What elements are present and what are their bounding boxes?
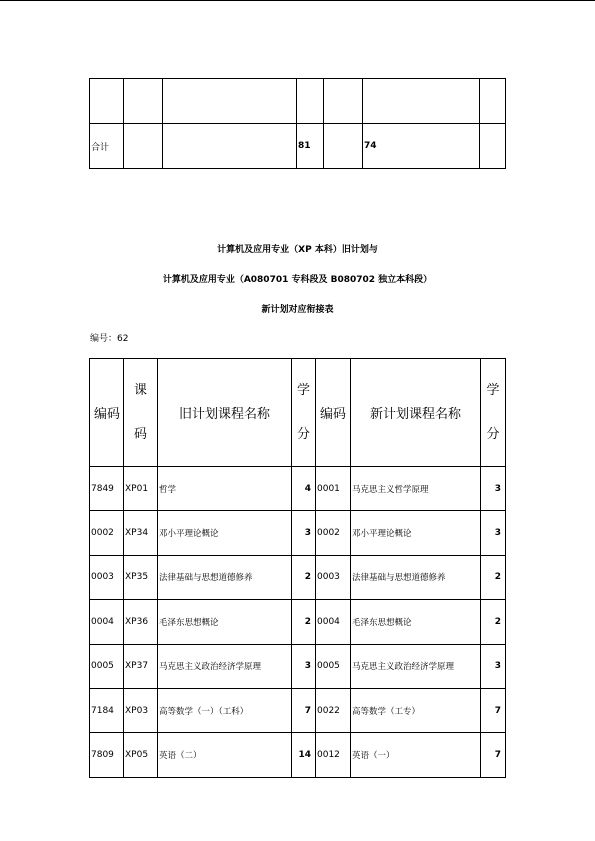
row-new-name: 毛泽东思想概论 bbox=[351, 600, 481, 644]
header-new-name: 新计划课程名称 bbox=[351, 359, 481, 467]
table-row bbox=[90, 467, 506, 511]
row-new-credit: 3 bbox=[481, 467, 506, 511]
row-old-credit: 4 bbox=[292, 467, 316, 511]
row-xp-code: XP05 bbox=[124, 733, 158, 777]
row-code: 0004 bbox=[90, 600, 124, 644]
row-old-name: 毛泽东思想概论 bbox=[158, 600, 292, 644]
header-old-credit: 学 分 bbox=[292, 359, 316, 467]
old-credit-total: 81 bbox=[297, 124, 324, 169]
row-old-credit: 3 bbox=[292, 511, 316, 555]
table-row bbox=[90, 733, 506, 777]
document-title-line-2: 计算机及应用专业（A080701 专科段及 B080702 独立本科段） bbox=[162, 275, 433, 285]
row-new-code: 0022 bbox=[316, 688, 351, 732]
cell bbox=[90, 79, 124, 124]
row-new-code: 0002 bbox=[316, 511, 351, 555]
row-new-credit: 3 bbox=[481, 644, 506, 688]
row-new-credit: 3 bbox=[481, 511, 506, 555]
cell bbox=[324, 79, 363, 124]
row-code: 0005 bbox=[90, 644, 124, 688]
table-row bbox=[90, 600, 506, 644]
cell bbox=[297, 79, 324, 124]
cell bbox=[363, 79, 480, 124]
row-old-name: 英语（二） bbox=[158, 733, 292, 777]
table-row bbox=[90, 644, 506, 688]
header-new-code: 编码 bbox=[316, 359, 351, 467]
total-label: 合计 bbox=[90, 124, 124, 169]
row-xp-code: XP37 bbox=[124, 644, 158, 688]
row-new-credit: 2 bbox=[481, 600, 506, 644]
table-row bbox=[90, 511, 506, 555]
row-xp-code: XP03 bbox=[124, 688, 158, 732]
cell bbox=[480, 124, 506, 169]
row-new-credit: 2 bbox=[481, 555, 506, 599]
row-old-credit: 7 bbox=[292, 688, 316, 732]
row-code: 7184 bbox=[90, 688, 124, 732]
row-xp-code: XP35 bbox=[124, 555, 158, 599]
header-old-name: 旧计划课程名称 bbox=[158, 359, 292, 467]
document-title-line-1: 计算机及应用专业（XP 本科）旧计划与 bbox=[217, 245, 378, 255]
row-old-name: 邓小平理论概论 bbox=[158, 511, 292, 555]
row-new-credit: 7 bbox=[481, 688, 506, 732]
header-new-credit: 学 分 bbox=[481, 359, 506, 467]
table-row bbox=[90, 555, 506, 599]
table-header-row bbox=[90, 359, 506, 467]
row-new-name: 法律基础与思想道德修养 bbox=[351, 555, 481, 599]
cell bbox=[324, 124, 363, 169]
cell bbox=[124, 124, 163, 169]
header-course-code: 课 码 bbox=[124, 359, 158, 467]
header-code: 编码 bbox=[90, 359, 124, 467]
row-new-code: 0005 bbox=[316, 644, 351, 688]
cell bbox=[480, 79, 506, 124]
row-new-code: 0012 bbox=[316, 733, 351, 777]
row-xp-code: XP34 bbox=[124, 511, 158, 555]
row-xp-code: XP01 bbox=[124, 467, 158, 511]
row-old-name: 高等数学（一）（工科） bbox=[158, 688, 292, 732]
table-row bbox=[90, 688, 506, 732]
row-new-name: 马克思主义哲学原理 bbox=[351, 467, 481, 511]
row-old-credit: 3 bbox=[292, 644, 316, 688]
row-new-name: 英语（一） bbox=[351, 733, 481, 777]
cell bbox=[163, 124, 297, 169]
row-old-credit: 14 bbox=[292, 733, 316, 777]
cell bbox=[163, 79, 297, 124]
row-xp-code: XP36 bbox=[124, 600, 158, 644]
row-new-code: 0004 bbox=[316, 600, 351, 644]
document-title-line-3: 新计划对应衔接表 bbox=[261, 305, 334, 315]
cell bbox=[124, 79, 163, 124]
row-old-credit: 2 bbox=[292, 555, 316, 599]
row-new-credit: 7 bbox=[481, 733, 506, 777]
row-code: 0003 bbox=[90, 555, 124, 599]
page-top-rule bbox=[0, 0, 595, 1]
row-new-name: 马克思主义政治经济学原理 bbox=[351, 644, 481, 688]
row-new-name: 高等数学（工专） bbox=[351, 688, 481, 732]
row-old-name: 法律基础与思想道德修养 bbox=[158, 555, 292, 599]
row-old-name: 马克思主义政治经济学原理 bbox=[158, 644, 292, 688]
course-mapping-table bbox=[89, 358, 506, 778]
previous-page-table-tail bbox=[89, 78, 506, 169]
row-old-credit: 2 bbox=[292, 600, 316, 644]
row-new-code: 0003 bbox=[316, 555, 351, 599]
row-new-code: 0001 bbox=[316, 467, 351, 511]
row-code: 0002 bbox=[90, 511, 124, 555]
row-old-name: 哲学 bbox=[158, 467, 292, 511]
row-code: 7849 bbox=[90, 467, 124, 511]
new-credit-total: 74 bbox=[363, 124, 480, 169]
document-number: 编号：62 bbox=[90, 334, 129, 344]
row-code: 7809 bbox=[90, 733, 124, 777]
row-new-name: 邓小平理论概论 bbox=[351, 511, 481, 555]
